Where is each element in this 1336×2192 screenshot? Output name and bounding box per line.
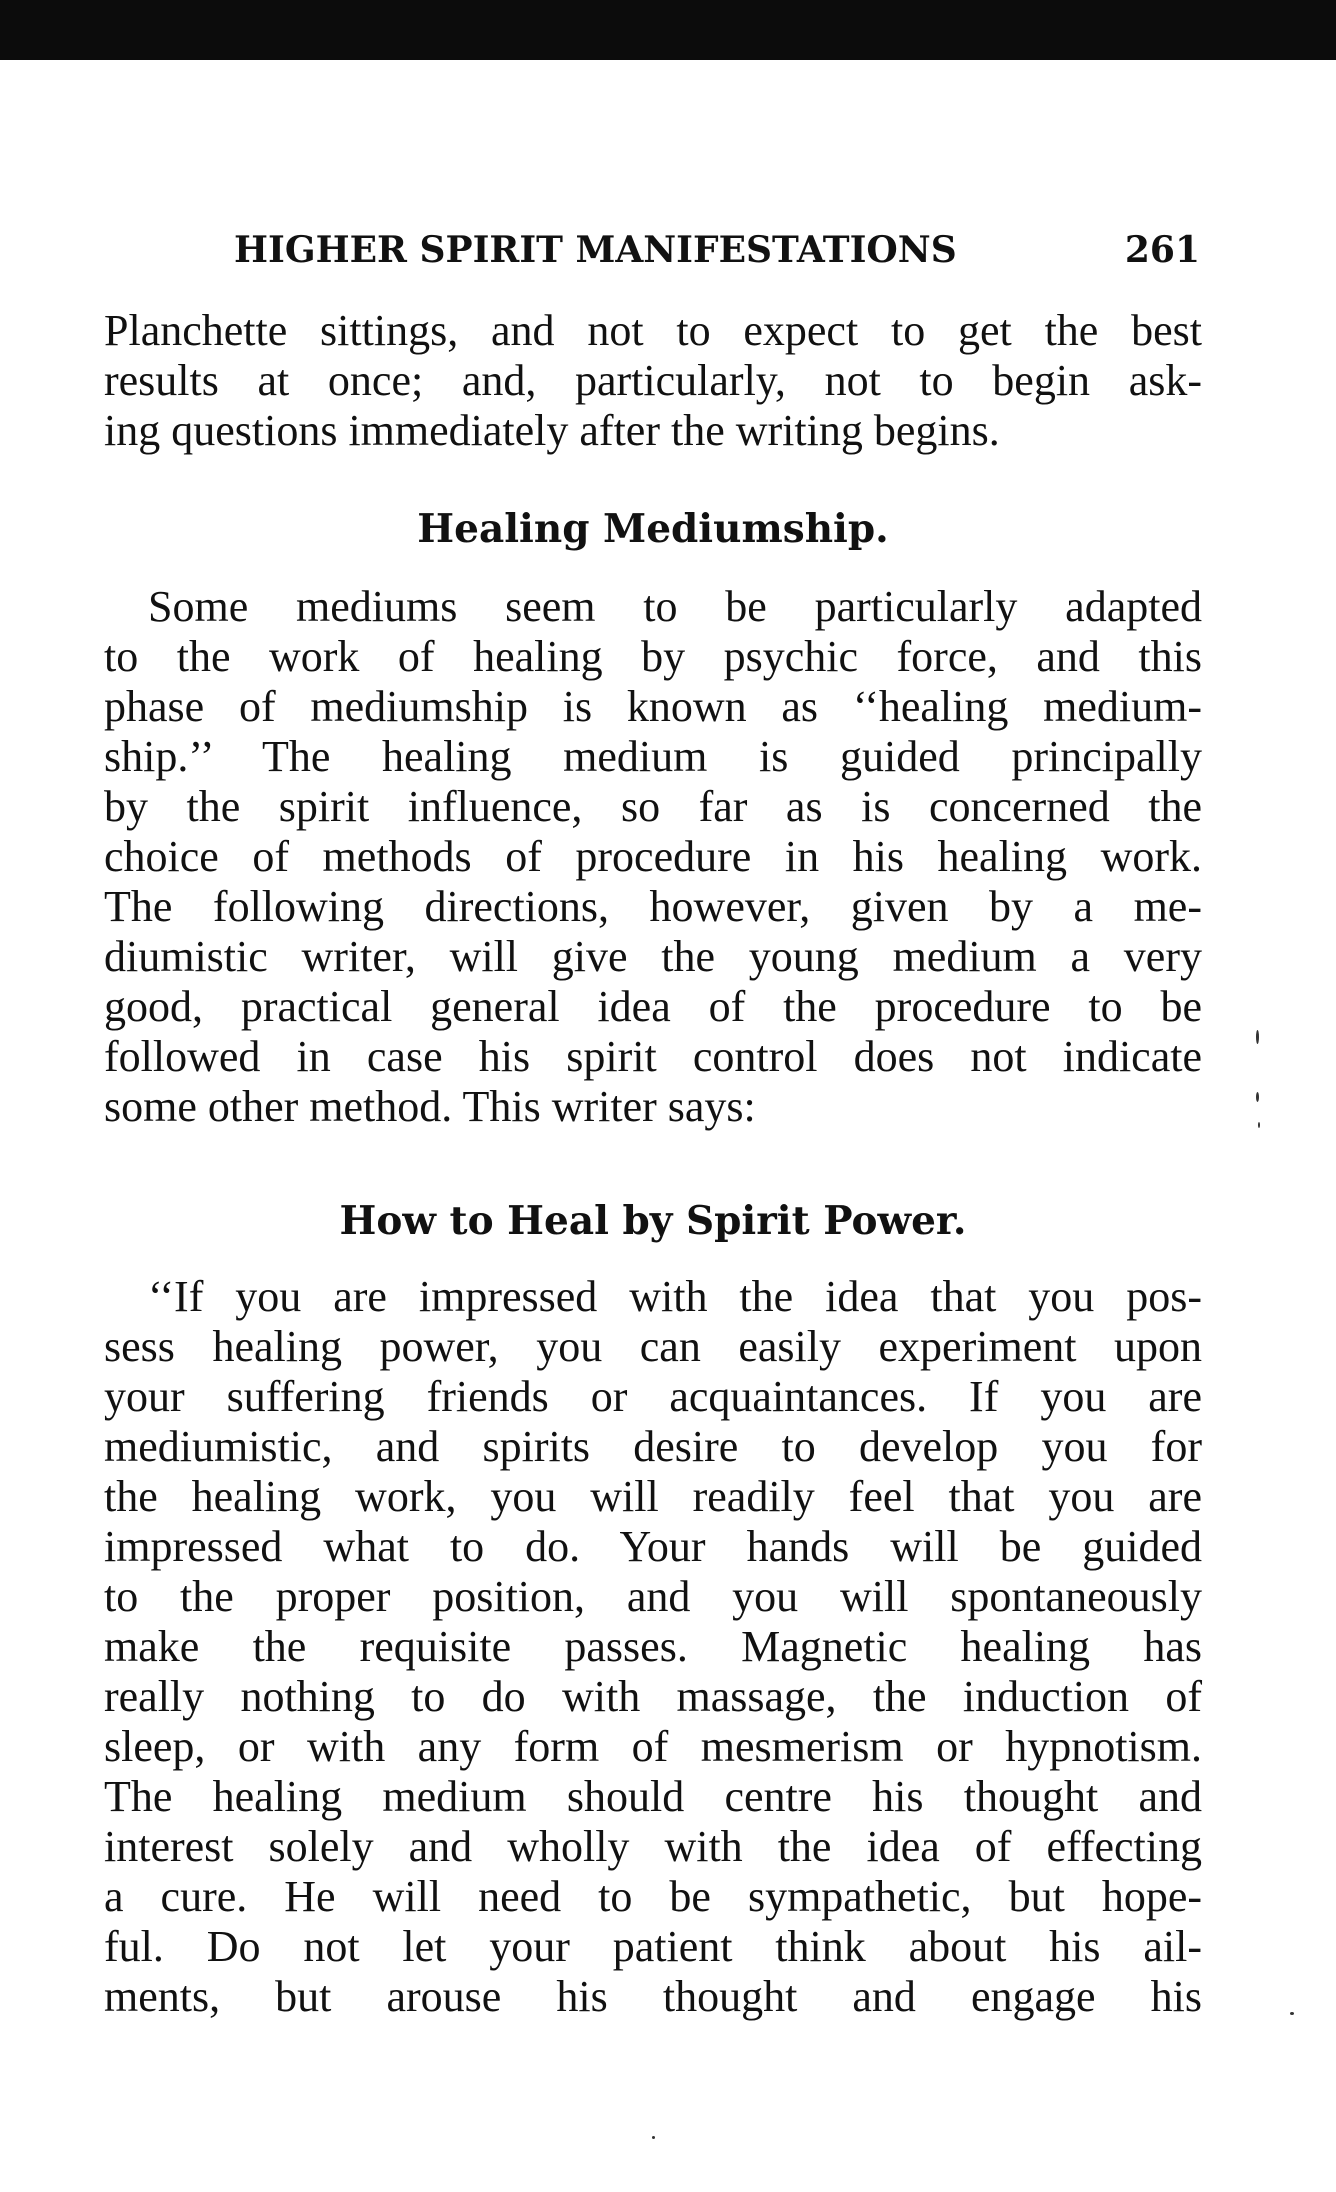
scan-speck: [1290, 2012, 1294, 2015]
intro-line: Planchette sittings, and not to expect to get the best: [104, 306, 1202, 355]
paragraph-line: some other method. This writer says:: [104, 1082, 756, 1131]
paragraph-line: sleep, or with any form of mesmerism or hypnotism.: [104, 1722, 1202, 1771]
paragraph-line: to the work of healing by psychic force, and this: [104, 632, 1202, 681]
scan-top-border: [0, 0, 1336, 60]
paragraph-line: the healing work, you will readily feel that you are: [104, 1472, 1202, 1521]
paragraph-line: make the requisite passes. Magnetic healing has: [104, 1622, 1202, 1671]
paragraph-line: ship.’’ The healing medium is guided principally: [104, 732, 1202, 781]
paragraph-line: Some mediums seem to be particularly adapted: [148, 582, 1202, 631]
paragraph-line: phase of mediumship is known as ‘‘healing medium-: [104, 682, 1202, 731]
section-heading-how-to-heal: How to Heal by Spirit Power.: [339, 1198, 967, 1244]
paragraph-line: sess healing power, you can easily experiment upon: [104, 1322, 1202, 1371]
paragraph-line: good, practical general idea of the procedure to be: [104, 982, 1202, 1031]
paragraph-line: to the proper position, and you will spontaneously: [104, 1572, 1202, 1621]
paragraph-line: diumistic writer, will give the young medium a very: [104, 932, 1202, 981]
scan-speck: [1256, 1092, 1259, 1102]
paragraph-line: The following directions, however, given by a me-: [104, 882, 1202, 931]
paragraph-line: by the spirit influence, so far as is concerned the: [104, 782, 1202, 831]
intro-line: results at once; and, particularly, not to begin ask-: [104, 356, 1202, 405]
paragraph-line: interest solely and wholly with the idea of effecting: [104, 1822, 1202, 1871]
running-title: HIGHER SPIRIT MANIFESTATIONS: [234, 229, 957, 271]
scan-speck: [1256, 1030, 1259, 1044]
paragraph-line: The healing medium should centre his thought and: [104, 1772, 1202, 1821]
section-heading-healing-mediumship: Healing Mediumship.: [417, 506, 889, 552]
paragraph-line: ful. Do not let your patient think about his ail-: [104, 1922, 1202, 1971]
paragraph-line: a cure. He will need to be sympathetic, but hope-: [104, 1872, 1202, 1921]
paragraph-line: ‘‘If you are impressed with the idea that you pos-: [148, 1272, 1202, 1321]
intro-line: ing questions immediately after the writing begins.: [104, 406, 1000, 455]
paragraph-line: impressed what to do. Your hands will be guided: [104, 1522, 1202, 1571]
paragraph-line: really nothing to do with massage, the induction of: [104, 1672, 1202, 1721]
page-number: 261: [1124, 229, 1200, 271]
paragraph-line: followed in case his spirit control does not indicate: [104, 1032, 1202, 1081]
paragraph-line: mediumistic, and spirits desire to develop you for: [104, 1422, 1202, 1471]
paragraph-line: choice of methods of procedure in his healing work.: [104, 832, 1202, 881]
scan-speck: [652, 2136, 655, 2139]
scan-speck: [1258, 1122, 1260, 1128]
paragraph-line: your suffering friends or acquaintances. If you are: [104, 1372, 1202, 1421]
paragraph-line: ments, but arouse his thought and engage his: [104, 1972, 1202, 2021]
page-header: [108, 228, 1200, 272]
